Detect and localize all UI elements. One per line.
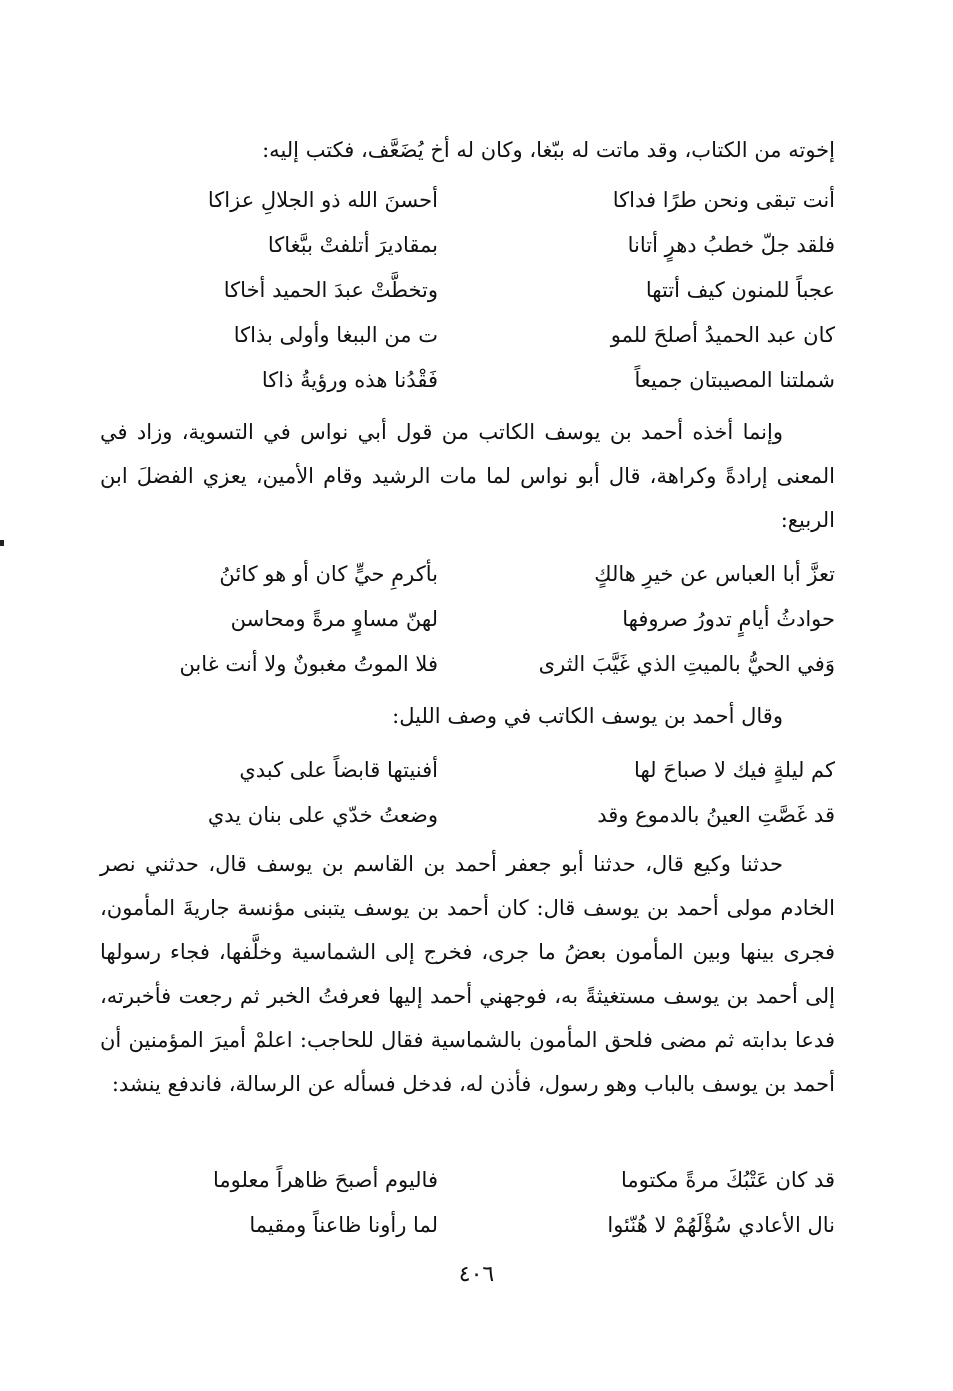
verse-line [100, 597, 835, 642]
verse-first-hemistich: تعزَّ أبا العباس عن خيرِ هالكٍ [594, 562, 835, 586]
verse-second-hemistich: بمقاديرَ أتلفتْ ببَّغاكا [267, 233, 438, 257]
poem-verses [100, 1158, 835, 1248]
verse-first-hemistich: شملتنا المصيبتان جميعاً [634, 368, 835, 392]
margin-mark [0, 540, 4, 546]
paragraph-text: حدثنا وكيع قال، حدثنا أبو جعفر أحمد بن القاسم بن يوسف قال، حدثني نصر الخادم مولى أحمد بن يوسف قال: كان أحمد بن يوسف يتبنى مؤنسة جاريةَ المأمون، فجرى بينها وبين المأمون بعضُ ما جرى، فخرج إلى الشماسية وخلَّفها، فجاء رسولها إلى أحمد بن يوسف مستغيثةً به، فوجهني أحمد إليها فعرفتُ الخبر ثم رجعت فأخبرته، فدعا بدابته ثم مضى فلحق المأمون بالشماسية فقال للحاجب: اعلمْ أميرَ المؤمنين أن أحمد بن يوسف بالباب وهو رسول، فأذن له، فدخل فسأله عن الرسالة، فاندفع ينشد: [100, 852, 835, 1096]
verse-line [100, 748, 835, 793]
verse-line [100, 268, 835, 313]
verse-line [100, 223, 835, 268]
verse-line [100, 552, 835, 597]
verse-first-hemistich: قد غَصَّتِ العينُ بالدموع وقد [597, 803, 835, 827]
verse-line [100, 1158, 835, 1203]
text-paragraph [100, 128, 835, 172]
verse-line [100, 313, 835, 358]
verse-second-hemistich: ت من الببغا وأولى بذاكا [233, 323, 438, 347]
verse-first-hemistich: أنت تبقى ونحن طرًا فداكا [612, 188, 835, 212]
verse-second-hemistich: بأكرمِ حيٍّ كان أو هو كائنُ [219, 562, 438, 586]
verse-line [100, 1203, 835, 1248]
verse-first-hemistich: قد كان عَتْبُكَ مرةً مكتوما [621, 1168, 835, 1192]
verse-first-hemistich: فلقد جلّ خطبُ دهرٍ أتانا [627, 233, 835, 257]
verse-first-hemistich: حوادثُ أيامٍ تدورُ صروفها [622, 607, 835, 631]
text-paragraph [100, 842, 835, 1106]
page-number: ٤٠٦ [458, 1262, 495, 1287]
paragraph-text: وإنما أخذه أحمد بن يوسف الكاتب من قول أبي نواس في التسوية، وزاد في المعنى إرادةً وكراهة، قال أبو نواس لما مات الرشيد وقام الأمين، يعزي الفضلَ ابن الربيع: [100, 420, 835, 532]
verse-second-hemistich: فاليوم أصبحَ ظاهراً معلوما [212, 1168, 438, 1192]
text-paragraph [100, 694, 835, 738]
poem-verses [100, 178, 835, 403]
verse-first-hemistich: كان عبد الحميدُ أصلحَ للمو [610, 323, 835, 347]
paragraph-text: وقال أحمد بن يوسف الكاتب في وصف الليل: [392, 704, 783, 728]
verse-second-hemistich: فَقْدُنا هذه ورؤيةُ ذاكا [261, 368, 438, 392]
paragraph-text: إخوته من الكتاب، وقد ماتت له ببّغا، وكان له أخ يُضَعَّف، فكتب إليه: [262, 138, 835, 162]
verse-line [100, 793, 835, 838]
text-paragraph [100, 410, 835, 542]
verse-second-hemistich: وضعتُ خدّي على بنان يدي [207, 803, 438, 827]
poem-verses [100, 552, 835, 687]
verse-second-hemistich: لهنّ مساوٍ مرةً ومحاسن [230, 607, 438, 631]
verse-line [100, 642, 835, 687]
verse-second-hemistich: أحسنَ الله ذو الجلالِ عزاكا [207, 188, 438, 212]
verse-first-hemistich: نال الأعادي سُؤْلَهُمْ لا هُنّئوا [607, 1213, 835, 1237]
verse-second-hemistich: وتخطَّتْ عبدَ الحميد أخاكا [223, 278, 438, 302]
verse-line [100, 178, 835, 223]
verse-second-hemistich: فلا الموتُ مغبونٌ ولا أنت غابن [179, 652, 438, 676]
verse-first-hemistich: وَفي الحيُّ بالميتِ الذي غَيَّبَ الثرى [538, 652, 835, 676]
poem-verses [100, 748, 835, 838]
verse-second-hemistich: لما رأونا ظاعناً ومقيما [249, 1213, 438, 1237]
verse-second-hemistich: أفنيتها قابضاً على كبدي [239, 758, 438, 782]
verse-first-hemistich: كم ليلةٍ فيك لا صباحَ لها [634, 758, 835, 782]
verse-line [100, 358, 835, 403]
verse-first-hemistich: عجباً للمنون كيف أتتها [645, 278, 835, 302]
